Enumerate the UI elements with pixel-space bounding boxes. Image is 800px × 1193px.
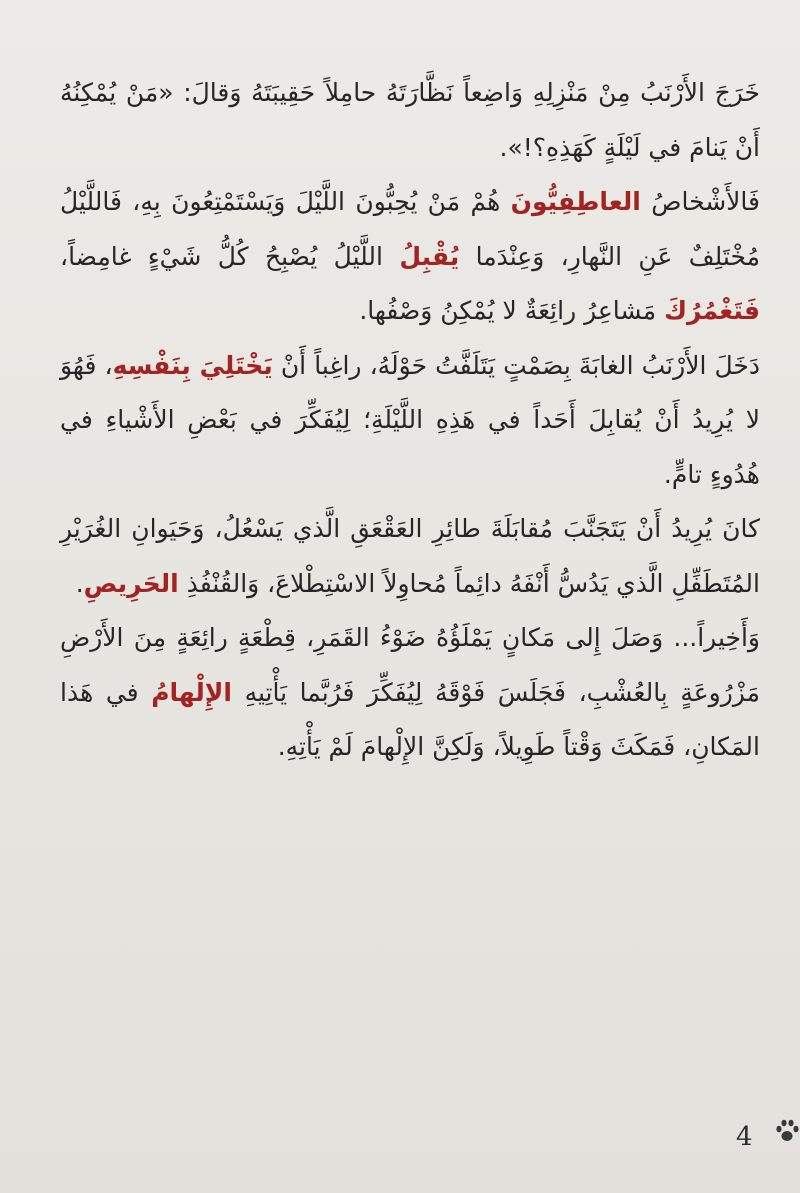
text-segment: كانَ يُرِيدُ أَنْ يَتَجَنَّبَ مُقابَلَةَ طائِرِ العَقْعَقِ الَّذي يَسْعُلُ، وَحَيَوانِ الغُرَيْرِ المُتَطَفِّلِ الَّذي يَدُسُّ أَنْفَهُ دائِماً مُحاوِلاً الاسْتِطْلاعَ، وَالقُنْفُذِ — [60, 514, 760, 598]
page-number: 4 — [736, 1122, 753, 1152]
text-segment: مَشاعِرُ رائِعَةٌ لا يُمْكِنُ وَصْفُها. — [359, 296, 665, 325]
text-segment: دَخَلَ الأَرْنَبُ الغابَةَ بِصَمْتٍ يَتَلَفَّتُ حَوْلَهُ، راغِباً أَنْ — [272, 350, 761, 380]
story-paragraph — [60, 339, 760, 503]
paw-print-icon — [774, 1116, 800, 1146]
highlighted-word: فَتَغْمُرُكَ — [664, 296, 760, 325]
highlighted-word: يُقْبِلُ — [399, 241, 460, 271]
highlighted-word: العاطِفِيُّونَ — [510, 187, 641, 216]
text-segment: وَأَخِيراً... وَصَلَ إِلى مَكانٍ يَمْلَؤُهُ ضَوْءُ القَمَرِ، قِطْعَةٍ رائِعَةٍ مِنَ الأَرْضِ مَزْرُوعَةٍ بِالعُشْبِ، فَجَلَسَ فَوْقَهُ لِيُفَكِّرَ فَرُبَّما يَأْتِيهِ — [60, 623, 760, 707]
story-paragraph — [60, 502, 760, 611]
text-segment: فَالأَشْخاصُ — [640, 187, 760, 216]
text-segment: اللَّيْلُ يُصْبِحُ كُلُّ شَيْءٍ غامِضاً، — [60, 241, 400, 271]
text-segment: هُمْ مَنْ يُحِبُّونَ اللَّيْلَ وَيَسْتَمْتِعُونَ بِهِ، فَاللَّيْلُ مُخْتَلِفٌ عَنِ النَّهارِ، وَعِنْدَما — [60, 187, 760, 271]
story-paragraph — [60, 175, 760, 339]
highlighted-word: الإِلْهامُ — [151, 677, 232, 707]
text-segment: خَرَجَ الأَرْنَبُ مِنْ مَنْزِلِهِ وَاضِعاً نَظَّارَتَهُ حامِلاً حَقِيبَتَهُ وَقالَ: «مَنْ يُمْكِنُهُ أَنْ يَنامَ في لَيْلَةٍ كَهَذِهِ؟!». — [60, 78, 760, 162]
highlighted-word: الحَرِيصِ — [83, 568, 179, 598]
text-segment: في هَذا المَكانِ، فَمَكَثَ وَقْتاً طَوِيلاً، وَلَكِنَّ الإِلْهامَ لَمْ يَأْتِهِ. — [60, 677, 760, 761]
highlighted-word: يَخْتَلِيَ بِنَفْسِهِ — [112, 350, 273, 380]
story-paragraph — [60, 611, 760, 775]
text-segment: . — [75, 568, 84, 598]
story-text — [60, 66, 760, 775]
story-paragraph — [60, 66, 760, 175]
text-segment: ، فَهُوَ لا يُرِيدُ أَنْ يُقابِلَ أَحَداً في هَذِهِ اللَّيْلَةِ؛ لِيُفَكِّرَ في بَعْضِ الأَشْياءِ في هُدُوءٍ تامٍّ. — [60, 350, 760, 489]
